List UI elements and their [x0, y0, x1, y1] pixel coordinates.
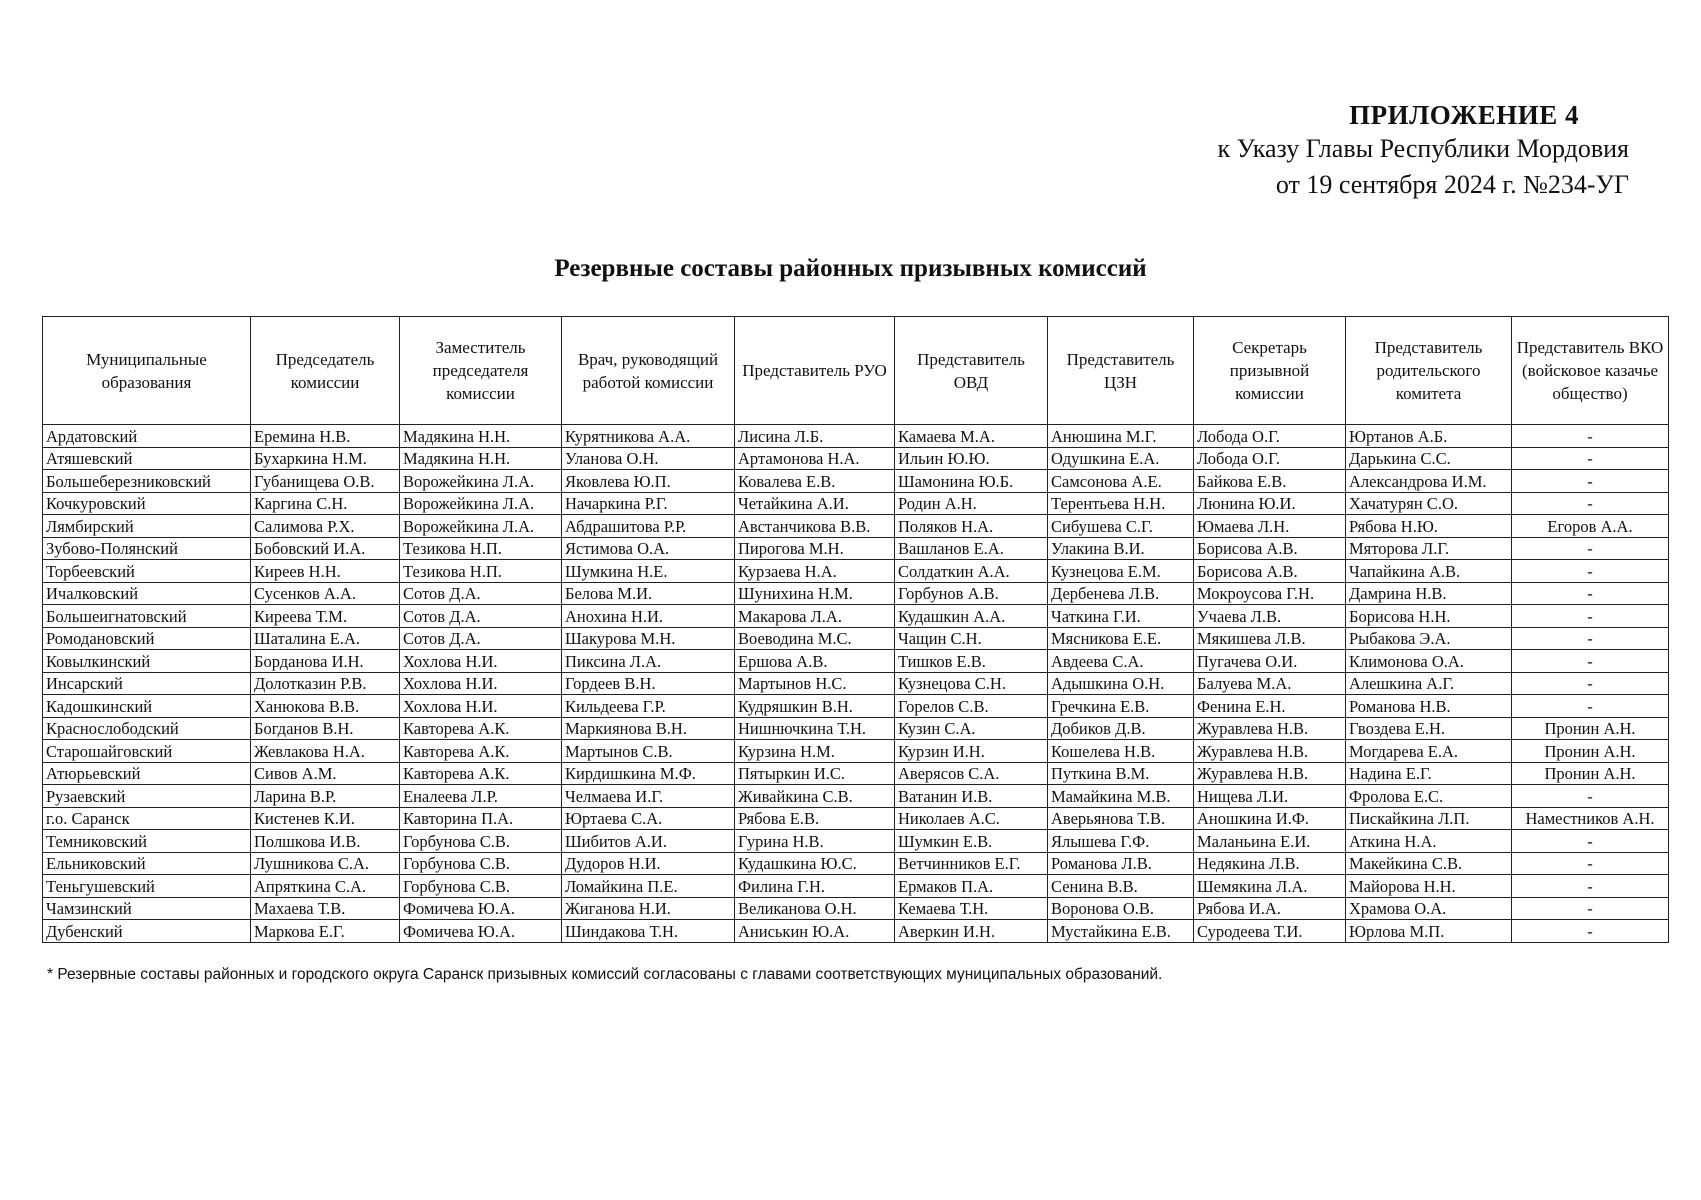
vko-rep-cell: -	[1512, 650, 1669, 673]
secretary-cell: Люнина Ю.И.	[1194, 492, 1346, 515]
column-header: Врач, руководящий работой комиссии	[562, 317, 735, 425]
parent-committee-cell: Чапайкина А.В.	[1346, 560, 1512, 583]
secretary-cell: Борисова А.В.	[1194, 537, 1346, 560]
parent-committee-cell: Макейкина С.В.	[1346, 852, 1512, 875]
table-row	[43, 492, 1669, 515]
ovd-rep-cell: Тишков Е.В.	[895, 650, 1048, 673]
vko-rep-cell: -	[1512, 537, 1669, 560]
ovd-rep-cell: Кузнецова С.Н.	[895, 672, 1048, 695]
czn-rep-cell: Путкина В.М.	[1048, 762, 1194, 785]
table-row	[43, 830, 1669, 853]
column-header: Представитель ВКО (войсковое казачье общество)	[1512, 317, 1669, 425]
table-row	[43, 785, 1669, 808]
doctor-cell: Жиганова Н.И.	[562, 897, 735, 920]
table-row	[43, 717, 1669, 740]
czn-rep-cell: Авдеева С.А.	[1048, 650, 1194, 673]
doctor-cell: Курятникова А.А.	[562, 425, 735, 448]
ovd-rep-cell: Солдаткин А.А.	[895, 560, 1048, 583]
vko-rep-cell: -	[1512, 447, 1669, 470]
czn-rep-cell: Адышкина О.Н.	[1048, 672, 1194, 695]
ruo-rep-cell: Курзаева Н.А.	[735, 560, 895, 583]
secretary-cell: Фенина Е.Н.	[1194, 695, 1346, 718]
parent-committee-cell: Фролова Е.С.	[1346, 785, 1512, 808]
chairman-cell: Ларина В.Р.	[251, 785, 400, 808]
chairman-cell: Губанищева О.В.	[251, 470, 400, 493]
ovd-rep-cell: Камаева М.А.	[895, 425, 1048, 448]
chairman-cell: Шаталина Е.А.	[251, 627, 400, 650]
table-row	[43, 470, 1669, 493]
municipality-cell: Краснослободский	[43, 717, 251, 740]
vko-rep-cell: -	[1512, 897, 1669, 920]
annex-date-line: от 19 сентября 2024 г. №234-УГ	[1275, 170, 1629, 199]
chairman-cell: Борданова И.Н.	[251, 650, 400, 673]
table-row	[43, 582, 1669, 605]
chairman-cell: Сивов А.М.	[251, 762, 400, 785]
deputy-chairman-cell: Хохлова Н.И.	[400, 672, 562, 695]
municipality-cell: Ичалковский	[43, 582, 251, 605]
ovd-rep-cell: Ильин Ю.Ю.	[895, 447, 1048, 470]
municipality-cell: Старошайговский	[43, 740, 251, 763]
secretary-cell: Мякишева Л.В.	[1194, 627, 1346, 650]
chairman-cell: Киреев Н.Н.	[251, 560, 400, 583]
ruo-rep-cell: Мартынов Н.С.	[735, 672, 895, 695]
czn-rep-cell: Добиков Д.В.	[1048, 717, 1194, 740]
doctor-cell: Шиндакова Т.Н.	[562, 920, 735, 943]
secretary-cell: Аношкина И.Ф.	[1194, 807, 1346, 830]
deputy-chairman-cell: Кавторина П.А.	[400, 807, 562, 830]
municipality-cell: Большеберезниковский	[43, 470, 251, 493]
vko-rep-cell: -	[1512, 830, 1669, 853]
parent-committee-cell: Рябова Н.Ю.	[1346, 515, 1512, 538]
table-row	[43, 447, 1669, 470]
table-row	[43, 897, 1669, 920]
ovd-rep-cell: Шамонина Ю.Б.	[895, 470, 1048, 493]
ovd-rep-cell: Шумкин Е.В.	[895, 830, 1048, 853]
czn-rep-cell: Дербенева Л.В.	[1048, 582, 1194, 605]
chairman-cell: Долотказин Р.В.	[251, 672, 400, 695]
municipality-cell: Атюрьевский	[43, 762, 251, 785]
ovd-rep-cell: Кудашкин А.А.	[895, 605, 1048, 628]
secretary-cell: Журавлева Н.В.	[1194, 762, 1346, 785]
table-row	[43, 560, 1669, 583]
czn-rep-cell: Гречкина Е.В.	[1048, 695, 1194, 718]
secretary-cell: Журавлева Н.В.	[1194, 740, 1346, 763]
municipality-cell: Ковылкинский	[43, 650, 251, 673]
ovd-rep-cell: Кемаева Т.Н.	[895, 897, 1048, 920]
czn-rep-cell: Мамайкина М.В.	[1048, 785, 1194, 808]
czn-rep-cell: Сибушева С.Г.	[1048, 515, 1194, 538]
deputy-chairman-cell: Фомичева Ю.А.	[400, 897, 562, 920]
municipality-cell: Рузаевский	[43, 785, 251, 808]
ruo-rep-cell: Ковалева Е.В.	[735, 470, 895, 493]
doctor-cell: Кильдеева Г.Р.	[562, 695, 735, 718]
ruo-rep-cell: Курзина Н.М.	[735, 740, 895, 763]
secretary-cell: Шемякина Л.А.	[1194, 875, 1346, 898]
doctor-cell: Мартынов С.В.	[562, 740, 735, 763]
deputy-chairman-cell: Тезикова Н.П.	[400, 537, 562, 560]
column-header: Представитель ОВД	[895, 317, 1048, 425]
column-header: Представитель РУО	[735, 317, 895, 425]
chairman-cell: Бобовский И.А.	[251, 537, 400, 560]
doctor-cell: Уланова О.Н.	[562, 447, 735, 470]
chairman-cell: Сусенков А.А.	[251, 582, 400, 605]
municipality-cell: Дубенский	[43, 920, 251, 943]
table-row	[43, 627, 1669, 650]
czn-rep-cell: Самсонова А.Е.	[1048, 470, 1194, 493]
table-row	[43, 672, 1669, 695]
parent-committee-cell: Гвоздева Е.Н.	[1346, 717, 1512, 740]
parent-committee-cell: Борисова Н.Н.	[1346, 605, 1512, 628]
vko-rep-cell: Пронин А.Н.	[1512, 762, 1669, 785]
parent-committee-cell: Надина Е.Г.	[1346, 762, 1512, 785]
secretary-cell: Суродеева Т.И.	[1194, 920, 1346, 943]
czn-rep-cell: Терентьева Н.Н.	[1048, 492, 1194, 515]
column-header: Представитель родительского комитета	[1346, 317, 1512, 425]
municipality-cell: Атяшевский	[43, 447, 251, 470]
ovd-rep-cell: Горелов С.В.	[895, 695, 1048, 718]
vko-rep-cell: -	[1512, 492, 1669, 515]
parent-committee-cell: Александрова И.М.	[1346, 470, 1512, 493]
ovd-rep-cell: Кузин С.А.	[895, 717, 1048, 740]
municipality-cell: Чамзинский	[43, 897, 251, 920]
ovd-rep-cell: Родин А.Н.	[895, 492, 1048, 515]
chairman-cell: Махаева Т.В.	[251, 897, 400, 920]
doctor-cell: Гордеев В.Н.	[562, 672, 735, 695]
parent-committee-cell: Климонова О.А.	[1346, 650, 1512, 673]
document-title: Резервные составы районных призывных комиссий	[554, 255, 1147, 282]
deputy-chairman-cell: Хохлова Н.И.	[400, 650, 562, 673]
secretary-cell: Учаева Л.В.	[1194, 605, 1346, 628]
doctor-cell: Белова М.И.	[562, 582, 735, 605]
municipality-cell: Ельниковский	[43, 852, 251, 875]
secretary-cell: Журавлева Н.В.	[1194, 717, 1346, 740]
municipality-cell: г.о. Саранск	[43, 807, 251, 830]
parent-committee-cell: Мяторова Л.Г.	[1346, 537, 1512, 560]
deputy-chairman-cell: Сотов Д.А.	[400, 582, 562, 605]
secretary-cell: Недякина Л.В.	[1194, 852, 1346, 875]
parent-committee-cell: Аткина Н.А.	[1346, 830, 1512, 853]
vko-rep-cell: Егоров А.А.	[1512, 515, 1669, 538]
doctor-cell: Дудоров Н.И.	[562, 852, 735, 875]
czn-rep-cell: Одушкина Е.А.	[1048, 447, 1194, 470]
czn-rep-cell: Улакина В.И.	[1048, 537, 1194, 560]
ruo-rep-cell: Аниськин Ю.А.	[735, 920, 895, 943]
commissions-table	[42, 316, 1669, 943]
doctor-cell: Шакурова М.Н.	[562, 627, 735, 650]
doctor-cell: Маркиянова В.Н.	[562, 717, 735, 740]
parent-committee-cell: Храмова О.А.	[1346, 897, 1512, 920]
vko-rep-cell: -	[1512, 605, 1669, 628]
ruo-rep-cell: Кудряшкин В.Н.	[735, 695, 895, 718]
deputy-chairman-cell: Ворожейкина Л.А.	[400, 492, 562, 515]
secretary-cell: Лобода О.Г.	[1194, 425, 1346, 448]
deputy-chairman-cell: Горбунова С.В.	[400, 875, 562, 898]
municipality-cell: Лямбирский	[43, 515, 251, 538]
table-row	[43, 650, 1669, 673]
doctor-cell: Начаркина Р.Г.	[562, 492, 735, 515]
chairman-cell: Ханюкова В.В.	[251, 695, 400, 718]
municipality-cell: Кочкуровский	[43, 492, 251, 515]
secretary-cell: Балуева М.А.	[1194, 672, 1346, 695]
secretary-cell: Байкова Е.В.	[1194, 470, 1346, 493]
vko-rep-cell: -	[1512, 852, 1669, 875]
parent-committee-cell: Юрлова М.П.	[1346, 920, 1512, 943]
ruo-rep-cell: Великанова О.Н.	[735, 897, 895, 920]
deputy-chairman-cell: Мадякина Н.Н.	[400, 425, 562, 448]
table-row	[43, 425, 1669, 448]
vko-rep-cell: -	[1512, 672, 1669, 695]
chairman-cell: Полшкова И.В.	[251, 830, 400, 853]
ovd-rep-cell: Аверясов С.А.	[895, 762, 1048, 785]
chairman-cell: Еремина Н.В.	[251, 425, 400, 448]
ruo-rep-cell: Рябова Е.В.	[735, 807, 895, 830]
parent-committee-cell: Дамрина Н.В.	[1346, 582, 1512, 605]
deputy-chairman-cell: Мадякина Н.Н.	[400, 447, 562, 470]
ruo-rep-cell: Пирогова М.Н.	[735, 537, 895, 560]
municipality-cell: Инсарский	[43, 672, 251, 695]
parent-committee-cell: Юртанов А.Б.	[1346, 425, 1512, 448]
doctor-cell: Ломайкина П.Е.	[562, 875, 735, 898]
doctor-cell: Шумкина Н.Е.	[562, 560, 735, 583]
chairman-cell: Апряткина С.А.	[251, 875, 400, 898]
ruo-rep-cell: Австанчикова В.В.	[735, 515, 895, 538]
table-row	[43, 605, 1669, 628]
ruo-rep-cell: Кудашкина Ю.С.	[735, 852, 895, 875]
deputy-chairman-cell: Сотов Д.А.	[400, 605, 562, 628]
ruo-rep-cell: Четайкина А.И.	[735, 492, 895, 515]
chairman-cell: Жевлакова Н.А.	[251, 740, 400, 763]
deputy-chairman-cell: Горбунова С.В.	[400, 830, 562, 853]
doctor-cell: Шибитов А.И.	[562, 830, 735, 853]
vko-rep-cell: -	[1512, 695, 1669, 718]
vko-rep-cell: -	[1512, 425, 1669, 448]
parent-committee-cell: Рыбакова Э.А.	[1346, 627, 1512, 650]
annex-title: ПРИЛОЖЕНИЕ 4	[1349, 100, 1579, 130]
vko-rep-cell: -	[1512, 560, 1669, 583]
doctor-cell: Абдрашитова Р.Р.	[562, 515, 735, 538]
deputy-chairman-cell: Хохлова Н.И.	[400, 695, 562, 718]
column-header: Представитель ЦЗН	[1048, 317, 1194, 425]
doctor-cell: Юртаева С.А.	[562, 807, 735, 830]
municipality-cell: Теньгушевский	[43, 875, 251, 898]
parent-committee-cell: Хачатурян С.О.	[1346, 492, 1512, 515]
czn-rep-cell: Сенина В.В.	[1048, 875, 1194, 898]
municipality-cell: Большеигнатовский	[43, 605, 251, 628]
parent-committee-cell: Пискайкина Л.П.	[1346, 807, 1512, 830]
table-row	[43, 875, 1669, 898]
secretary-cell: Мокроусова Г.Н.	[1194, 582, 1346, 605]
vko-rep-cell: -	[1512, 875, 1669, 898]
parent-committee-cell: Алешкина А.Г.	[1346, 672, 1512, 695]
column-header: Секретарь призывной комиссии	[1194, 317, 1346, 425]
deputy-chairman-cell: Кавторева А.К.	[400, 762, 562, 785]
table-body	[43, 425, 1669, 943]
parent-committee-cell: Романова Н.В.	[1346, 695, 1512, 718]
parent-committee-cell: Могдарева Е.А.	[1346, 740, 1512, 763]
doctor-cell: Пиксина Л.А.	[562, 650, 735, 673]
ovd-rep-cell: Николаев А.С.	[895, 807, 1048, 830]
doctor-cell: Яковлева Ю.П.	[562, 470, 735, 493]
chairman-cell: Кистенев К.И.	[251, 807, 400, 830]
ruo-rep-cell: Шунихина Н.М.	[735, 582, 895, 605]
ovd-rep-cell: Курзин И.Н.	[895, 740, 1048, 763]
table-row	[43, 920, 1669, 943]
table-row	[43, 537, 1669, 560]
vko-rep-cell: Пронин А.Н.	[1512, 740, 1669, 763]
secretary-cell: Маланьина Е.И.	[1194, 830, 1346, 853]
ruo-rep-cell: Воеводина М.С.	[735, 627, 895, 650]
municipality-cell: Кадошкинский	[43, 695, 251, 718]
deputy-chairman-cell: Еналеева Л.Р.	[400, 785, 562, 808]
municipality-cell: Зубово-Полянский	[43, 537, 251, 560]
czn-rep-cell: Романова Л.В.	[1048, 852, 1194, 875]
deputy-chairman-cell: Фомичева Ю.А.	[400, 920, 562, 943]
chairman-cell: Лушникова С.А.	[251, 852, 400, 875]
ruo-rep-cell: Ершова А.В.	[735, 650, 895, 673]
doctor-cell: Ястимова О.А.	[562, 537, 735, 560]
vko-rep-cell: Пронин А.Н.	[1512, 717, 1669, 740]
footnote: * Резервные составы районных и городского округа Саранск призывных комиссий согласованы с главами соответствующих муниципальных образований.	[47, 966, 1163, 983]
municipality-cell: Ардатовский	[43, 425, 251, 448]
doctor-cell: Кирдишкина М.Ф.	[562, 762, 735, 785]
chairman-cell: Маркова Е.Г.	[251, 920, 400, 943]
vko-rep-cell: -	[1512, 920, 1669, 943]
secretary-cell: Нищева Л.И.	[1194, 785, 1346, 808]
deputy-chairman-cell: Тезикова Н.П.	[400, 560, 562, 583]
ovd-rep-cell: Ватанин И.В.	[895, 785, 1048, 808]
ovd-rep-cell: Вашланов Е.А.	[895, 537, 1048, 560]
table-row	[43, 740, 1669, 763]
chairman-cell: Богданов В.Н.	[251, 717, 400, 740]
deputy-chairman-cell: Ворожейкина Л.А.	[400, 470, 562, 493]
ruo-rep-cell: Лисина Л.Б.	[735, 425, 895, 448]
deputy-chairman-cell: Кавторева А.К.	[400, 740, 562, 763]
table-row	[43, 762, 1669, 785]
czn-rep-cell: Ялышева Г.Ф.	[1048, 830, 1194, 853]
annex-header	[1217, 100, 1629, 203]
ovd-rep-cell: Чащин С.Н.	[895, 627, 1048, 650]
column-header: Председатель комиссии	[251, 317, 400, 425]
ovd-rep-cell: Поляков Н.А.	[895, 515, 1048, 538]
parent-committee-cell: Майорова Н.Н.	[1346, 875, 1512, 898]
secretary-cell: Пугачева О.И.	[1194, 650, 1346, 673]
doctor-cell: Анохина Н.И.	[562, 605, 735, 628]
municipality-cell: Темниковский	[43, 830, 251, 853]
chairman-cell: Каргина С.Н.	[251, 492, 400, 515]
czn-rep-cell: Мясникова Е.Е.	[1048, 627, 1194, 650]
secretary-cell: Лобода О.Г.	[1194, 447, 1346, 470]
table-row	[43, 852, 1669, 875]
column-header: Заместитель председателя комиссии	[400, 317, 562, 425]
ovd-rep-cell: Горбунов А.В.	[895, 582, 1048, 605]
chairman-cell: Киреева Т.М.	[251, 605, 400, 628]
czn-rep-cell: Аверьянова Т.В.	[1048, 807, 1194, 830]
czn-rep-cell: Воронова О.В.	[1048, 897, 1194, 920]
parent-committee-cell: Дарькина С.С.	[1346, 447, 1512, 470]
deputy-chairman-cell: Горбунова С.В.	[400, 852, 562, 875]
municipality-cell: Торбеевский	[43, 560, 251, 583]
municipality-cell: Ромодановский	[43, 627, 251, 650]
annex-decree-line: к Указу Главы Республики Мордовия	[1217, 134, 1629, 163]
ruo-rep-cell: Пятыркин И.С.	[735, 762, 895, 785]
ruo-rep-cell: Нишнючкина Т.Н.	[735, 717, 895, 740]
ovd-rep-cell: Ермаков П.А.	[895, 875, 1048, 898]
ruo-rep-cell: Артамонова Н.А.	[735, 447, 895, 470]
ruo-rep-cell: Гурина Н.В.	[735, 830, 895, 853]
table-row	[43, 807, 1669, 830]
chairman-cell: Салимова Р.Х.	[251, 515, 400, 538]
ovd-rep-cell: Ветчинников Е.Г.	[895, 852, 1048, 875]
czn-rep-cell: Анюшина М.Г.	[1048, 425, 1194, 448]
column-header: Муниципальные образования	[43, 317, 251, 425]
chairman-cell: Бухаркина Н.М.	[251, 447, 400, 470]
deputy-chairman-cell: Кавторева А.К.	[400, 717, 562, 740]
ruo-rep-cell: Макарова Л.А.	[735, 605, 895, 628]
table-row	[43, 695, 1669, 718]
czn-rep-cell: Кошелева Н.В.	[1048, 740, 1194, 763]
czn-rep-cell: Кузнецова Е.М.	[1048, 560, 1194, 583]
vko-rep-cell: -	[1512, 470, 1669, 493]
secretary-cell: Рябова И.А.	[1194, 897, 1346, 920]
table-row	[43, 515, 1669, 538]
table-header-row	[43, 317, 1669, 425]
vko-rep-cell: Наместников А.Н.	[1512, 807, 1669, 830]
vko-rep-cell: -	[1512, 785, 1669, 808]
ovd-rep-cell: Аверкин И.Н.	[895, 920, 1048, 943]
deputy-chairman-cell: Сотов Д.А.	[400, 627, 562, 650]
deputy-chairman-cell: Ворожейкина Л.А.	[400, 515, 562, 538]
doctor-cell: Челмаева И.Г.	[562, 785, 735, 808]
vko-rep-cell: -	[1512, 627, 1669, 650]
secretary-cell: Юмаева Л.Н.	[1194, 515, 1346, 538]
ruo-rep-cell: Филина Г.Н.	[735, 875, 895, 898]
ruo-rep-cell: Живайкина С.В.	[735, 785, 895, 808]
secretary-cell: Борисова А.В.	[1194, 560, 1346, 583]
czn-rep-cell: Мустайкина Е.В.	[1048, 920, 1194, 943]
czn-rep-cell: Чаткина Г.И.	[1048, 605, 1194, 628]
vko-rep-cell: -	[1512, 582, 1669, 605]
